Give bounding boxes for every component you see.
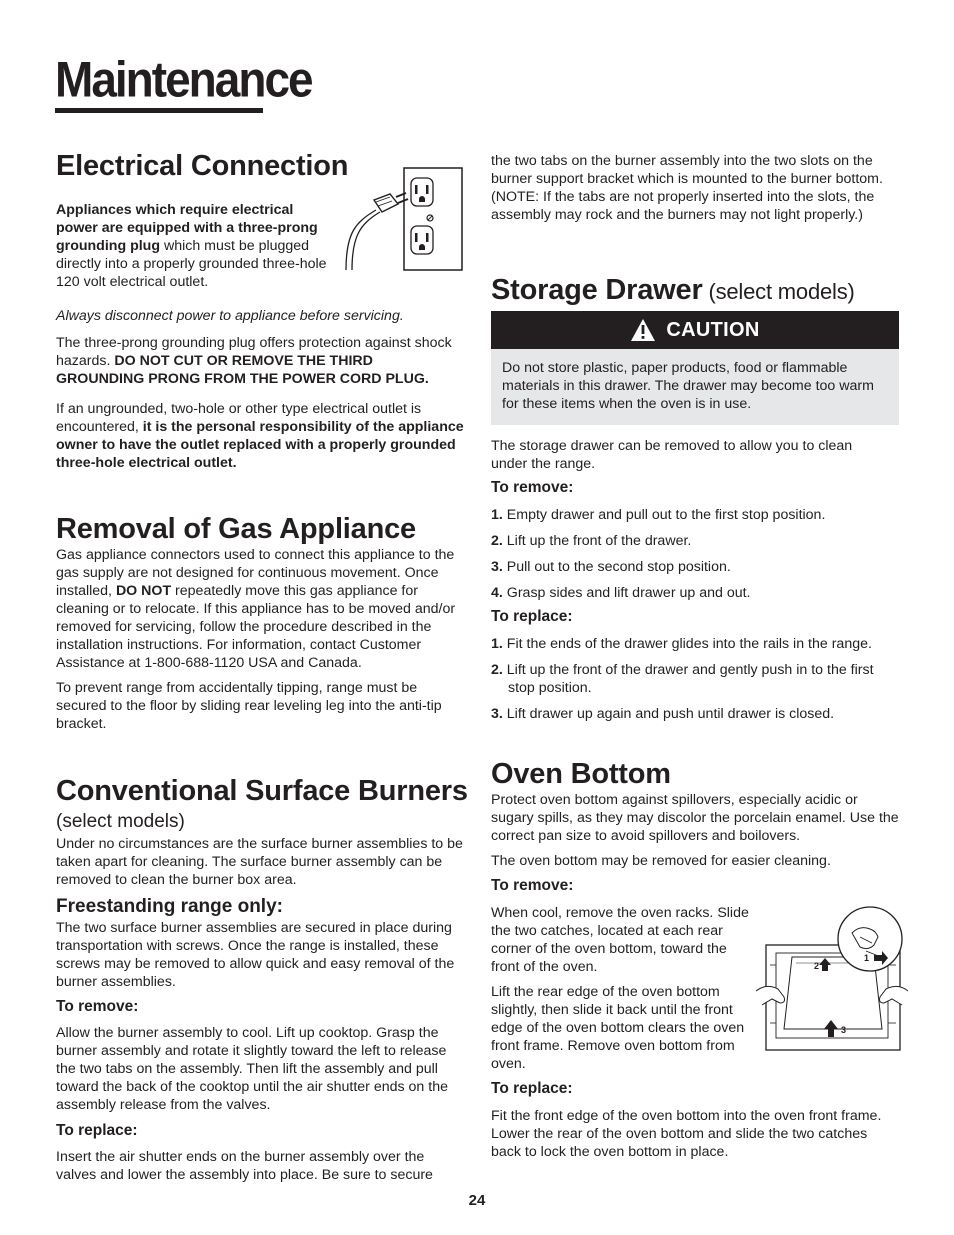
page-title: Maintenance <box>55 51 312 108</box>
list-item: 2. Lift up the front of the drawer. <box>491 533 692 549</box>
list-item: 4. Grasp sides and lift drawer up and out. <box>491 585 751 601</box>
oven-replace-heading: To replace: <box>491 1080 573 1097</box>
oven-replace-text: Fit the front edge of the oven bottom into the oven front frame. Lower the rear of the oven bottom and slide the two catches back to lock the oven bottom in place. <box>491 1108 882 1160</box>
electrical-paragraph-2: Always disconnect power to appliance before servicing. <box>56 308 404 324</box>
burners-replace-continued: the two tabs on the burner assembly into the two slots on the burner support bracket which is mounted to the burner bottom. (NOTE: If the tabs are not properly inserted into the slots, the assembly may rock and the burners may not light properly.) <box>491 153 883 223</box>
oven-remove-paragraph-2: Lift the rear edge of the oven bottom slightly, then slide it back until the front edge of the oven bottom clears the oven front frame. Remove oven bottom from oven. <box>491 984 745 1072</box>
list-item: 3. Lift drawer up again and push until drawer is closed. <box>491 706 835 722</box>
burners-subheading: (select models) <box>56 811 185 832</box>
removal-heading: Removal of Gas Appliance <box>56 513 416 545</box>
oven-remove-paragraph-1: When cool, remove the oven racks. Slide the two catches, located at each rear corner of the oven bottom, toward the front of the oven. <box>491 905 749 975</box>
electrical-p1-bold: Appliances which require electrical power are equipped with a three-prong grounding plug <box>56 202 318 254</box>
outlet-plug-icon <box>338 166 466 276</box>
burners-heading: Conventional Surface Burners <box>56 775 468 807</box>
caution-bar <box>491 311 899 349</box>
oven-bottom-paragraph-2: The oven bottom may be removed for easier cleaning. <box>491 853 831 869</box>
caution-text: Do not store plastic, paper products, food or flammable materials in this drawer. The drawer may become too warm for these items when the oven is in use. <box>502 360 874 412</box>
oven-bottom-heading: Oven Bottom <box>491 758 671 790</box>
burners-intro: Under no circumstances are the surface burner assemblies to be taken apart for cleaning. The surface burner assembly can be removed to clean the burner box area. <box>56 836 463 888</box>
electrical-heading: Electrical Connection <box>56 150 349 182</box>
burners-replace-text: Insert the air shutter ends on the burner assembly over the valves and lower the assembly into place. Be sure to secure <box>56 1149 433 1183</box>
list-item: 1. Fit the ends of the drawer glides into the rails in the range. <box>491 636 872 652</box>
electrical-paragraph-3: The three-prong grounding plug offers protection against shock hazards. DO NOT CUT OR REMOVE THE THIRD GROUNDING PRONG FROM THE POWER CORD PLUG. <box>56 335 452 387</box>
diagram-label-2: 2 <box>814 961 820 971</box>
electrical-paragraph-4: If an ungrounded, two-hole or other type electrical outlet is encountered, it is the personal responsibility of the appliance owner to have the outlet replaced with a properly grounded three-hole electrical outlet. <box>56 401 464 471</box>
freestanding-text: The two surface burner assemblies are secured in place during transportation with screws. Once the range is installed, these screws may be removed to allow quick and easy removal of the burner assemblies. <box>56 920 455 990</box>
storage-remove-heading: To remove: <box>491 479 574 496</box>
oven-bottom-diagram-icon <box>756 905 908 1055</box>
storage-intro: The storage drawer can be removed to allow you to clean under the range. <box>491 438 853 472</box>
electrical-paragraph-1 <box>56 201 336 291</box>
oven-remove-heading: To remove: <box>491 877 574 894</box>
removal-paragraph-2: To prevent range from accidentally tipping, range must be secured to the floor by sliding rear leveling leg into the anti-tip bracket. <box>56 680 442 732</box>
list-item: 3. Pull out to the second stop position. <box>491 559 731 575</box>
burners-replace-heading: To replace: <box>56 1122 138 1139</box>
storage-replace-steps <box>491 635 899 723</box>
list-item: 1. Empty drawer and pull out to the first stop position. <box>491 507 826 523</box>
caution-label: CAUTION <box>666 318 760 341</box>
title-underline <box>55 108 263 113</box>
warning-triangle-icon <box>630 318 656 342</box>
freestanding-heading: Freestanding range only: <box>56 896 283 917</box>
page-number: 24 <box>468 1192 486 1209</box>
electrical-p1-rest: which must be plugged directly into a properly grounded three-hole 120 volt electrical outlet. <box>56 238 327 290</box>
storage-remove-steps <box>491 506 899 602</box>
diagram-label-1: 1 <box>864 953 870 963</box>
storage-heading: Storage Drawer (select models) <box>491 274 855 306</box>
burners-remove-heading: To remove: <box>56 998 139 1015</box>
caution-box <box>491 311 899 425</box>
storage-replace-heading: To replace: <box>491 608 573 625</box>
burners-remove-text: Allow the burner assembly to cool. Lift up cooktop. Grasp the burner assembly and rotate it slightly toward the left to release the two tabs on the assembly. Then lift the assembly and pull toward the back of the cooktop until the air shutter ends on the assembly release from the valves. <box>56 1025 448 1113</box>
list-item: 2. Lift up the front of the drawer and gently push in to the first stop position. <box>491 662 874 696</box>
removal-paragraph-1: Gas appliance connectors used to connect this appliance to the gas supply are not designed for continuous movement. Once installed, DO NOT repeatedly move this gas appliance for cleaning or to relocate. If this appliance has to be moved and/or removed for servicing, follow the procedure described in the installation instructions. For information, contact Customer Assistance at 1-800-688-1120 USA and Canada. <box>56 547 456 671</box>
diagram-label-3: 3 <box>841 1025 847 1035</box>
oven-bottom-paragraph-1: Protect oven bottom against spillovers, especially acidic or sugary spills, as they may discolor the porcelain enamel. Use the correct pan size to avoid spillovers and boilovers. <box>491 792 899 844</box>
